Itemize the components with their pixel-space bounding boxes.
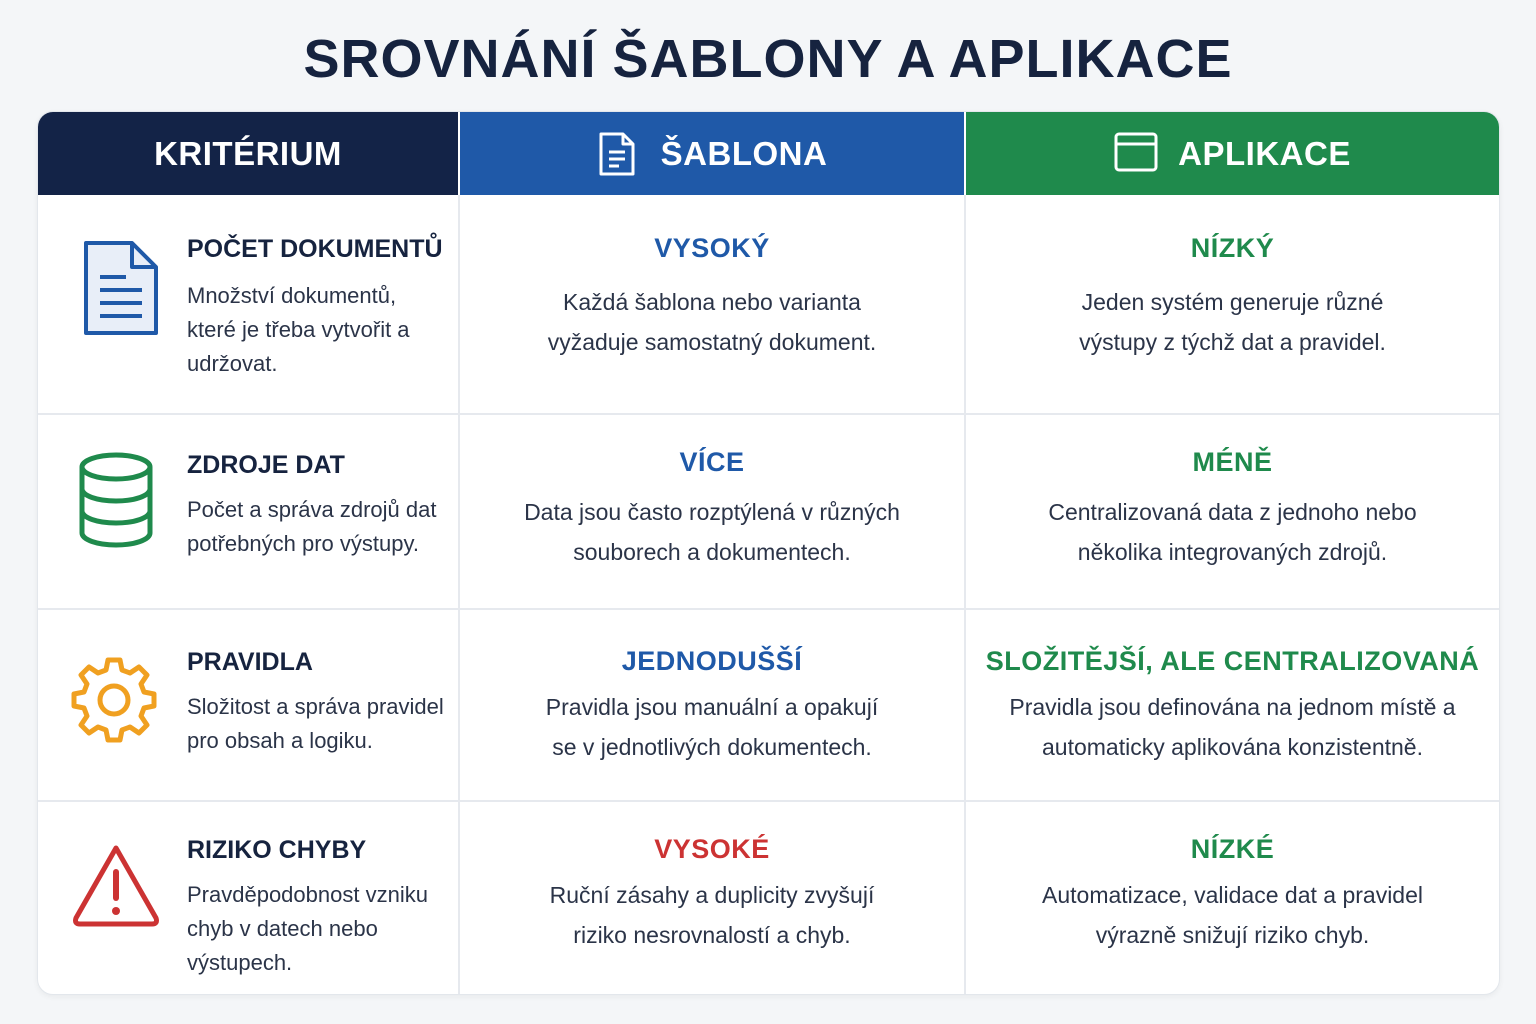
criterion-description: Počet a správa zdrojů dat potřebných pro výstupy. <box>187 497 437 556</box>
application-description: Jeden systém generuje různé výstupy z týchž dat a pravidel. <box>1079 289 1386 355</box>
header-template <box>460 112 964 195</box>
application-description: Pravidla jsou definována na jednom místě a automaticky aplikována konzistentně. <box>1009 694 1456 760</box>
template-cell <box>460 233 964 362</box>
table-row <box>38 610 1499 800</box>
template-description: Pravidla jsou manuální a opakují se v jednotlivých dokumentech. <box>545 694 879 760</box>
header-application <box>966 112 1499 195</box>
template-cell <box>460 646 964 767</box>
application-cell <box>966 447 1499 572</box>
document-icon <box>68 239 164 339</box>
template-value: VÍCE <box>679 447 745 477</box>
table-row <box>38 802 1499 994</box>
app-window-icon <box>1114 132 1154 176</box>
criterion-description: Množství dokumentů, které je třeba vytvořit a udržovat. <box>187 283 410 376</box>
page-title: SROVNÁNÍ ŠABLONY A APLIKACE <box>303 29 1233 89</box>
criterion-title: ZDROJE DAT <box>187 451 345 479</box>
comparison-table <box>37 111 1500 995</box>
document-icon <box>597 132 637 176</box>
header-criterion <box>38 112 458 195</box>
application-value: SLOŽITĚJŠÍ, ALE CENTRALIZOVANÁ <box>985 646 1480 676</box>
criterion-description: Pravděpodobnost vzniku chyb v datech nebo výstupech. <box>187 882 428 975</box>
template-description: Data jsou často rozptýlená v různých souborech a dokumentech. <box>524 499 900 565</box>
application-value: MÉNĚ <box>1192 447 1273 477</box>
criterion-description: Složitost a správa pravidel pro obsah a logiku. <box>187 694 444 753</box>
database-icon <box>68 451 164 551</box>
application-description: Automatizace, validace dat a pravidel výrazně snižují riziko chyb. <box>1042 882 1423 948</box>
template-value: VYSOKÝ <box>654 233 770 263</box>
gear-icon <box>68 650 164 750</box>
template-cell <box>460 447 964 572</box>
application-cell <box>966 646 1499 767</box>
template-description: Každá šablona nebo varianta vyžaduje samostatný dokument. <box>547 289 877 355</box>
application-value: NÍZKÉ <box>1190 834 1275 864</box>
application-value: NÍZKÝ <box>1190 233 1275 263</box>
criterion-title: POČET DOKUMENTŮ <box>187 235 443 263</box>
header-criterion-label: KRITÉRIUM <box>154 134 342 172</box>
header-application-label: APLIKACE <box>1178 134 1351 172</box>
template-cell <box>460 834 964 955</box>
table-row <box>38 415 1499 608</box>
application-description: Centralizovaná data z jednoho nebo několika integrovaných zdrojů. <box>1048 499 1417 565</box>
application-cell <box>966 834 1499 955</box>
template-value: JEDNODUŠŠÍ <box>621 646 803 676</box>
template-value: VYSOKÉ <box>654 834 770 864</box>
template-description: Ruční zásahy a duplicity zvyšují riziko nesrovnalostí a chyb. <box>549 882 875 948</box>
table-row <box>38 195 1499 413</box>
header-template-label: ŠABLONA <box>660 134 828 172</box>
application-cell <box>966 233 1499 362</box>
warning-icon <box>68 838 164 938</box>
criterion-title: RIZIKO CHYBY <box>187 836 367 864</box>
criterion-title: PRAVIDLA <box>187 648 313 676</box>
